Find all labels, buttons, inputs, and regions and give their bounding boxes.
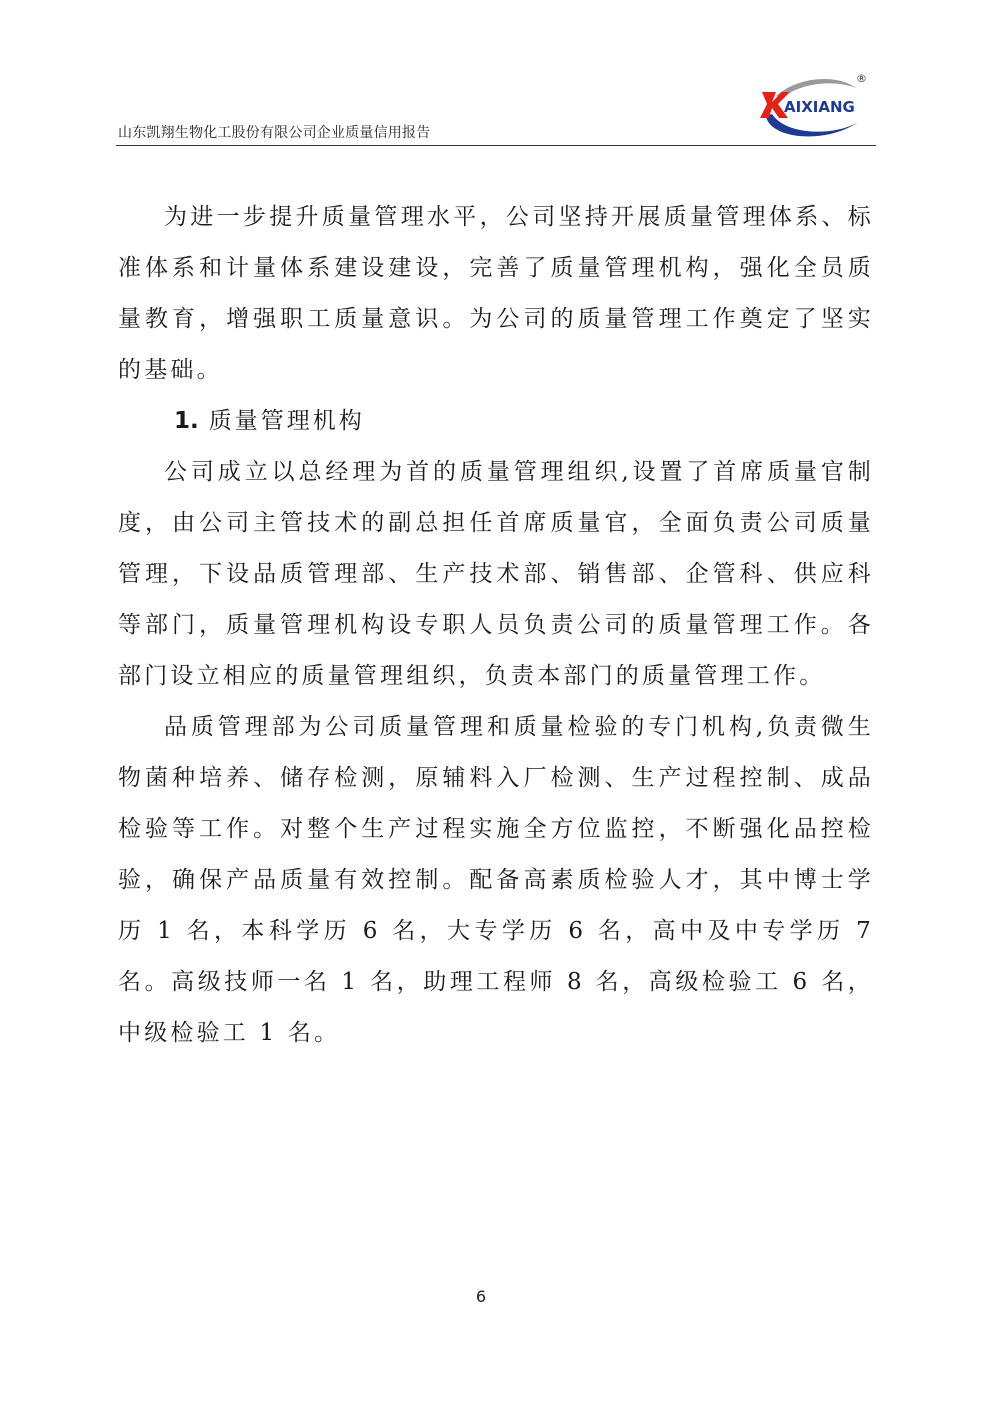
section-heading xyxy=(118,396,874,447)
logo-arc-gray xyxy=(776,79,856,98)
header-divider xyxy=(116,145,876,146)
registered-mark: ® xyxy=(856,72,867,85)
page-number: 6 xyxy=(475,1287,487,1306)
report-body xyxy=(118,192,874,1059)
company-logo xyxy=(758,70,870,142)
logo-wordmark: AIXIANG xyxy=(784,98,855,116)
report-header-title: 山东凯翔生物化工股份有限公司企业质量信用报告 xyxy=(118,125,431,141)
quality-department-paragraph: 品质管理部为公司质量管理和质量检验的专门机构,负责微生物菌种培养、储存检测，原辅料入厂检测、生产过程控制、成品检验等工作。对整个生产过程实施全方位监控，不断强化品控检验，确保产品质量有效控制。配备高素质检验人才，其中博士学历 1 名，本科学历 6 名，大专学历 6 名，高中及中专学历 7 名。高级技师一名 1 名，助理工程师 8 名，高级检验工 6 名，中级检验工 1 名。 xyxy=(118,714,874,1046)
section-number: 1. xyxy=(174,408,199,434)
organization-paragraph: 公司成立以总经理为首的质量管理组织,设置了首席质量官制度，由公司主管技术的副总担任首席质量官，全面负责公司质量管理，下设品质管理部、生产技术部、销售部、企管科、供应科等部门，质量管理机构设专职人员负责公司的质量管理工作。各部门设立相应的质量管理组织，负责本部门的质量管理工作。 xyxy=(118,459,874,689)
intro-paragraph: 为进一步提升质量管理水平，公司坚持开展质量管理体系、标准体系和计量体系建设建设，完善了质量管理机构，强化全员质量教育，增强职工质量意识。为公司的质量管理工作奠定了坚实的基础。 xyxy=(118,204,874,383)
section-title: 质量管理机构 xyxy=(208,408,365,434)
